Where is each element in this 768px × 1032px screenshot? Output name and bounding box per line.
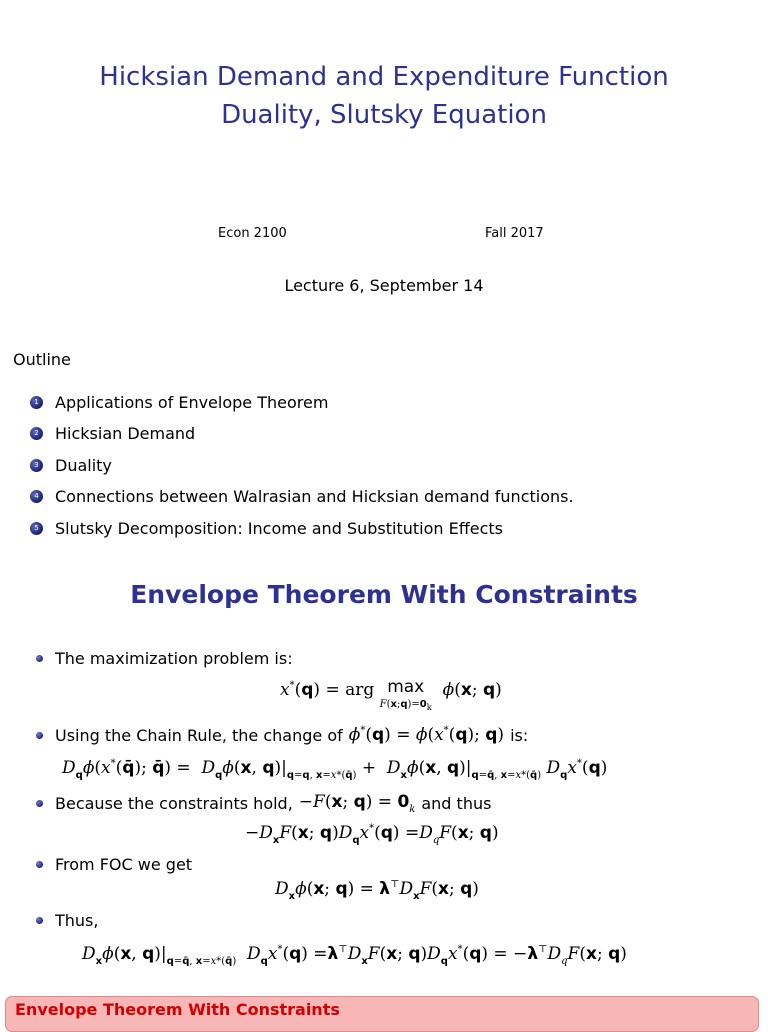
term-label: Fall 2017 [485, 226, 544, 241]
equation-result: $D_x\phi(x$, $q)|_{q=q̄, x=x*(q̄)}$ $D_qx^*(q) =\lambda^⊤D_xF(x$; $q)D_qx^*(q) = -\lambda^⊤D_qF(x$; q) [82, 944, 627, 967]
enumeration-badge: 4 [30, 490, 43, 503]
inline-equation: −F(x; $q) = 0_k$ [298, 792, 416, 815]
enumeration-badge: 3 [30, 459, 43, 472]
outline-item-label: Slutsky Decomposition: Income and Substitution Effects [55, 519, 503, 538]
outline-item-label: Duality [55, 456, 112, 475]
bullet-text-tail: is: [510, 725, 529, 745]
section-title: Envelope Theorem With Constraints [130, 580, 638, 609]
bullet-icon [36, 655, 43, 662]
equation-chain-rule: $D_q\phi(x^*(q̄)$; q̄) = $D_q\phi(x$, $q)|_{q=q, x=x*(q̄)} + D_x\phi(x$, $q)|_{q=q̄, x=x*(q̄)}$ $D_qx^*(q)$ [62, 758, 608, 781]
equation-argmax: x*(q) = arg max $F(x;q)=0_k$ ϕ(x; q) [280, 677, 502, 712]
slide-title-line-1: Hicksian Demand and Expenditure Function [99, 62, 669, 92]
bullet-item [36, 725, 528, 745]
bullet-text: Using the Chain Rule, the change of [55, 725, 343, 745]
enumeration-badge: 5 [30, 522, 43, 535]
outline-item [30, 487, 574, 506]
equation-foc: $D_x\phi(x$; $q) = \lambda^⊤D_xF(x$; q) [275, 879, 479, 902]
equation-constraint-derivative: $-D_xF(x$; $q)D_qx^*(q) =D_qF(x$; q) [245, 823, 499, 846]
enumeration-badge: 1 [30, 396, 43, 409]
enumeration-badge: 2 [30, 427, 43, 440]
bullet-icon [36, 861, 43, 868]
next-slide-title: Envelope Theorem With Constraints [15, 1000, 340, 1019]
bullet-text: Because the constraints hold, [55, 794, 293, 813]
bullet-text: Thus, [55, 911, 99, 930]
course-label: Econ 2100 [218, 226, 287, 241]
outline-heading: Outline [13, 350, 71, 369]
bullet-text: The maximization problem is: [55, 649, 293, 668]
outline-item-label: Connections between Walrasian and Hicksian demand functions. [55, 487, 574, 506]
slide-title-line-2: Duality, Slutsky Equation [221, 100, 547, 130]
inline-equation: ϕ*(q) = ϕ(x*(q); q) [348, 725, 505, 745]
bullet-text-tail: and thus [421, 794, 492, 813]
bullet-icon [36, 732, 43, 739]
outline-item-label: Applications of Envelope Theorem [55, 393, 329, 412]
outline-item-label: Hicksian Demand [55, 424, 196, 443]
bullet-item [36, 855, 192, 874]
bullet-item [36, 649, 293, 668]
outline-item [30, 424, 195, 443]
bullet-item [36, 792, 491, 815]
outline-item [30, 519, 503, 538]
outline-item [30, 456, 112, 475]
bullet-text: From FOC we get [55, 855, 193, 874]
bullet-icon [36, 917, 43, 924]
lecture-date: Lecture 6, September 14 [284, 276, 484, 295]
bullet-icon [36, 800, 43, 807]
outline-item [30, 393, 328, 412]
bullet-item [36, 911, 98, 930]
